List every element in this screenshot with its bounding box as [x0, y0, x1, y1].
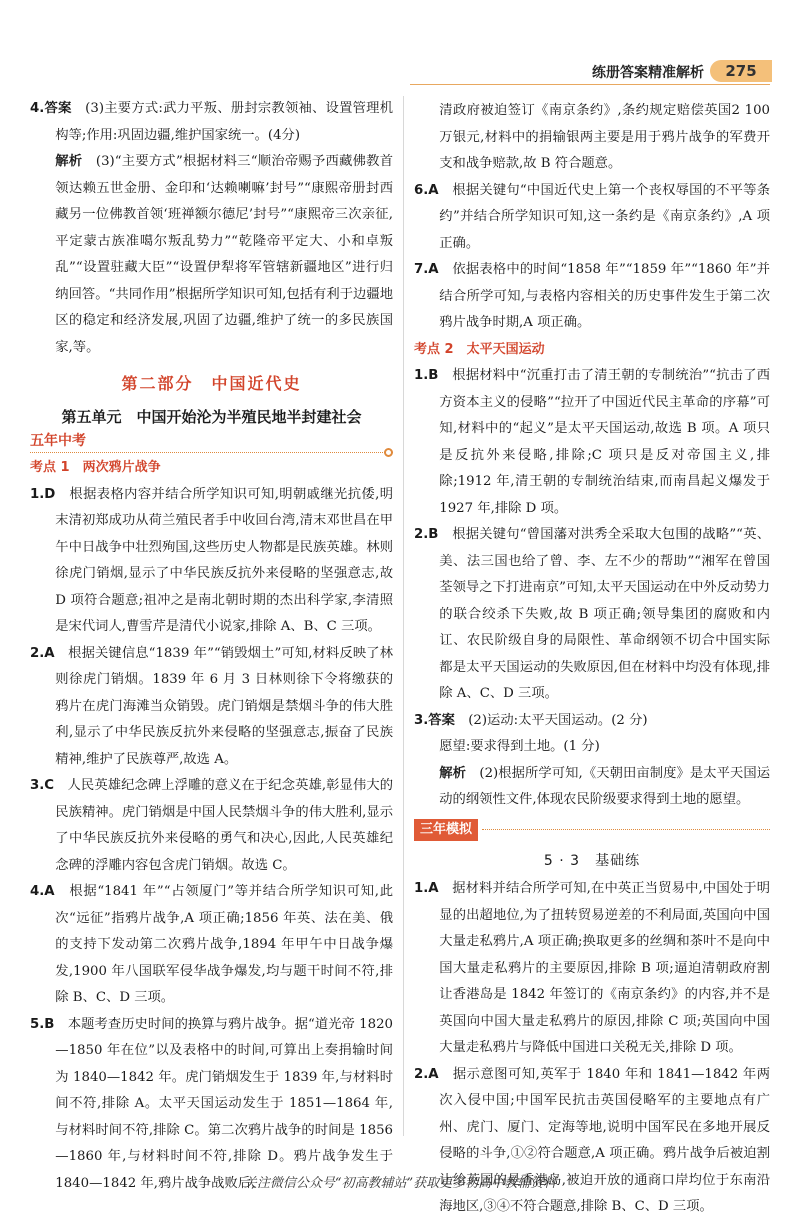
question-text: 据示意图可知,英军于 1840 年和 1841—1842 年两次入侵中国;中国军民抗击英国侵略军的主要地点有广州、虎门、厦门、定海等地,说明中国军民在多地开展反侵略的斗争,①②符合题意,A 项正确。鸦片战争后被迫割让给英国的是香港岛,被迫开放的通商口岸均位于东南沿海地区,③④不符合题意,排除 B、C、D 三项。	[439, 1066, 771, 1214]
unit-title: 第五单元 中国开始沦为半殖民地半封建社会	[61, 407, 362, 426]
question-item	[414, 1062, 770, 1221]
question-number: 2.B	[414, 527, 439, 542]
left-column	[30, 96, 393, 1197]
section-label: 五年中考	[30, 433, 86, 449]
question-item	[30, 879, 393, 1012]
answer-label: 3.答案	[414, 712, 455, 728]
analysis-3	[414, 761, 770, 814]
mock-tag: 三年模拟	[414, 819, 478, 841]
question-text: 根据材料中“沉重打击了清王朝的专制统治”“抗击了西方资本主义的侵略”“拉开了中国近代民主革命的序幕”可知,材料中的“起义”是太平天国运动,故选 B 项。A 项只是反抗外来侵略,排除;C 项只是反对帝国主义,排除;1912 年,清王朝的专制统治结束,而南昌起义爆发于 1927 年,排除 D 项。	[439, 368, 770, 516]
question-number: 6.A	[414, 182, 439, 198]
question-text: 本题考查历史时间的换算与鸦片战争。据“道光帝 1820—1850 年在位”以及表格中的时间,可算出上奏捐输时间为 1840—1842 年。虎门销烟发生于 1839 年,与材料时间不符,排除 A。太平天国运动发生于 1851—1864 年,与材料时间不符,排除 C。第二次鸦片战争的时间是 1856—1860 年,与材料时间不符,排除 D。鸦片战争发生于 1840—1842 年,鸦片战争战败后,	[55, 1016, 393, 1191]
question-number: 2.A	[414, 1066, 439, 1082]
mock-section-header	[414, 818, 770, 842]
page-number-badge: 275	[710, 60, 772, 82]
question-text: 据材料并结合所学可知,在中英正当贸易中,中国处于明显的出超地位,为了扭转贸易逆差的不利局面,英国向中国大量走私鸦片,A 项正确;换取更多的丝绸和茶叶不是向中国大量走私鸦片的主要原因,排除 B 项;逼迫清朝政府割让香港岛是 1842 年签订的《南京条约》的内容,并不是英国向中国大量走私鸦片的原因,排除 C 项;英国向中国大量走私鸦片与降低中国进口关税无关,排除 D 项。	[439, 881, 771, 1055]
answer-label: 4.答案	[30, 101, 72, 116]
answer-3-line2: 愿望:要求得到土地。(1 分)	[439, 739, 600, 754]
question-number: 1.D	[30, 486, 56, 502]
question-text: 根据关键信息“1839 年”“销毁烟土”可知,材料反映了林则徐虎门销烟。1839 年 6 月 3 日林则徐下令将缴获的鸦片在虎门海滩当众销毁。虎门销烟是禁烟斗争的伟大胜利,显示了中华民族反抗外来侵略的坚强意志,振奋了民族精神,维护了民族尊严,故选 A。	[55, 645, 394, 767]
topic-heading: 考点 2 太平天国运动	[414, 341, 545, 357]
question-item	[30, 641, 393, 774]
answer-text: (2)运动:太平天国运动。(2 分)	[468, 712, 648, 728]
question-number: 4.A	[30, 884, 55, 899]
question-item	[414, 178, 770, 258]
answer-3	[414, 708, 770, 735]
question-text: 人民英雄纪念碑上浮雕的意义在于纪念英雄,彰显伟大的民族精神。虎门销烟是中国人民禁烟斗争的伟大胜利,显示了中华民族反抗外来侵略的勇气和决心,因此,人民英雄纪念碑的浮雕内容包含虎门销烟。故选 C。	[55, 778, 394, 873]
question-number: 1.B	[414, 368, 439, 383]
part-title: 第二部分 中国近代史	[121, 374, 302, 393]
analysis-text: (3)“主要方式”根据材料三“顺治帝赐予西藏佛教首领达赖五世金册、金印和‘达赖喇嘛’封号”“康熙帝册封西藏另一位佛教首领‘班禅额尔德尼’封号”“康熙帝三次亲征,平定蒙古族准噶尔叛乱势力”“乾隆帝平定大、小和卓叛乱”“设置驻藏大臣”“设置伊犁将军管辖新疆地区”进行归纳回答。“共同作用”根据所学知识可知,包括有利于边疆地区的稳定和经济发展,巩固了边疆,维护了统一的多民族国家,等。	[55, 154, 393, 355]
question-item	[414, 363, 770, 522]
question-item	[414, 257, 770, 337]
column-divider	[403, 96, 404, 1136]
question-text: 根据表格内容并结合所学知识可知,明朝戚继光抗倭,明末清初郑成功从荷兰殖民者手中收回台湾,清末邓世昌在甲午中日战争中壮烈殉国,这些历史人物都是民族英雄。林则徐虎门销烟,显示了中华民族反抗外来侵略的坚强意志,故 D 项符合题意;祖冲之是南北朝时期的杰出科学家,李清照是宋代词人,曹雪芹是清代小说家,排除 A、B、C 三项。	[55, 486, 394, 634]
question-text: 根据“1841 年”“占领厦门”等并结合所学知识可知,此次“远征”指鸦片战争,A 项正确;1856 年英、法在美、俄的支持下发动第二次鸦片战争,1894 年甲午中日战争爆发,1900 年八国联军侵华战争爆发,均与题干时间不符,排除 B、C、D 三项。	[55, 884, 394, 1005]
continued-text: 清政府被迫签订《南京条约》,条约规定赔偿英国2 100 万银元,材料中的捐输银两主要是用于鸦片战争的军费开支和战争赔款,故 B 符合题意。	[439, 103, 770, 171]
practice-title: 5 · 3 基础练	[543, 852, 641, 869]
dotted-divider	[482, 829, 770, 830]
analysis-label: 解析	[55, 154, 83, 169]
question-item	[30, 1012, 393, 1198]
header-title: 练册答案精准解析	[592, 65, 704, 81]
question-item	[30, 482, 393, 641]
question-number: 3.C	[30, 778, 55, 793]
question-number: 1.A	[414, 881, 439, 896]
right-column	[414, 98, 770, 1221]
question-text: 根据关键句“曾国藩对洪秀全采取大包围的战略”“英、美、法三国也给了曾、李、左不少的帮助”“湘军在曾国荃领导之下打进南京”可知,太平天国运动在中外反动势力的联合绞杀下失败,故 B 项正确;领导集团的腐败和内讧、农民阶级自身的局限性、革命纲领不切合中国实际都是太平天国运动的失败原因,但在材料中均没有体现,排除 A、C、D 三项。	[439, 527, 770, 701]
question-text: 根据关键句“中国近代史上第一个丧权辱国的不平等条约”并结合所学知识可知,这一条约是《南京条约》,A 项正确。	[439, 182, 770, 251]
circle-icon	[384, 448, 393, 457]
question-number: 7.A	[414, 262, 439, 277]
question-number: 5.B	[30, 1016, 55, 1032]
footer-note: 关注微信公众号“初高教辅站”获取更多初高中教辅资料	[243, 1176, 557, 1191]
analysis-4	[30, 149, 393, 361]
answer-4	[30, 96, 393, 149]
analysis-label: 解析	[439, 765, 467, 781]
question-item	[414, 876, 770, 1062]
answer-text: (3)主要方式:武力平叛、册封宗教领袖、设置管理机构等;作用:巩固边疆,维护国家统一。(4分)	[55, 101, 393, 143]
analysis-text: (2)根据所学可知,《天朝田亩制度》是太平天国运动的纲领性文件,体现农民阶级要求得到土地的愿望。	[439, 765, 771, 807]
topic-heading: 考点 1 两次鸦片战争	[30, 460, 161, 475]
header-rule	[410, 84, 770, 85]
question-item	[414, 522, 770, 708]
question-number: 2.A	[30, 645, 55, 661]
question-item	[30, 773, 393, 879]
section-header	[30, 430, 393, 453]
question-text: 依据表格中的时间“1858 年”“1859 年”“1860 年”并结合所学可知,与表格内容相关的历史事件发生于第二次鸦片战争时期,A 项正确。	[439, 262, 770, 330]
